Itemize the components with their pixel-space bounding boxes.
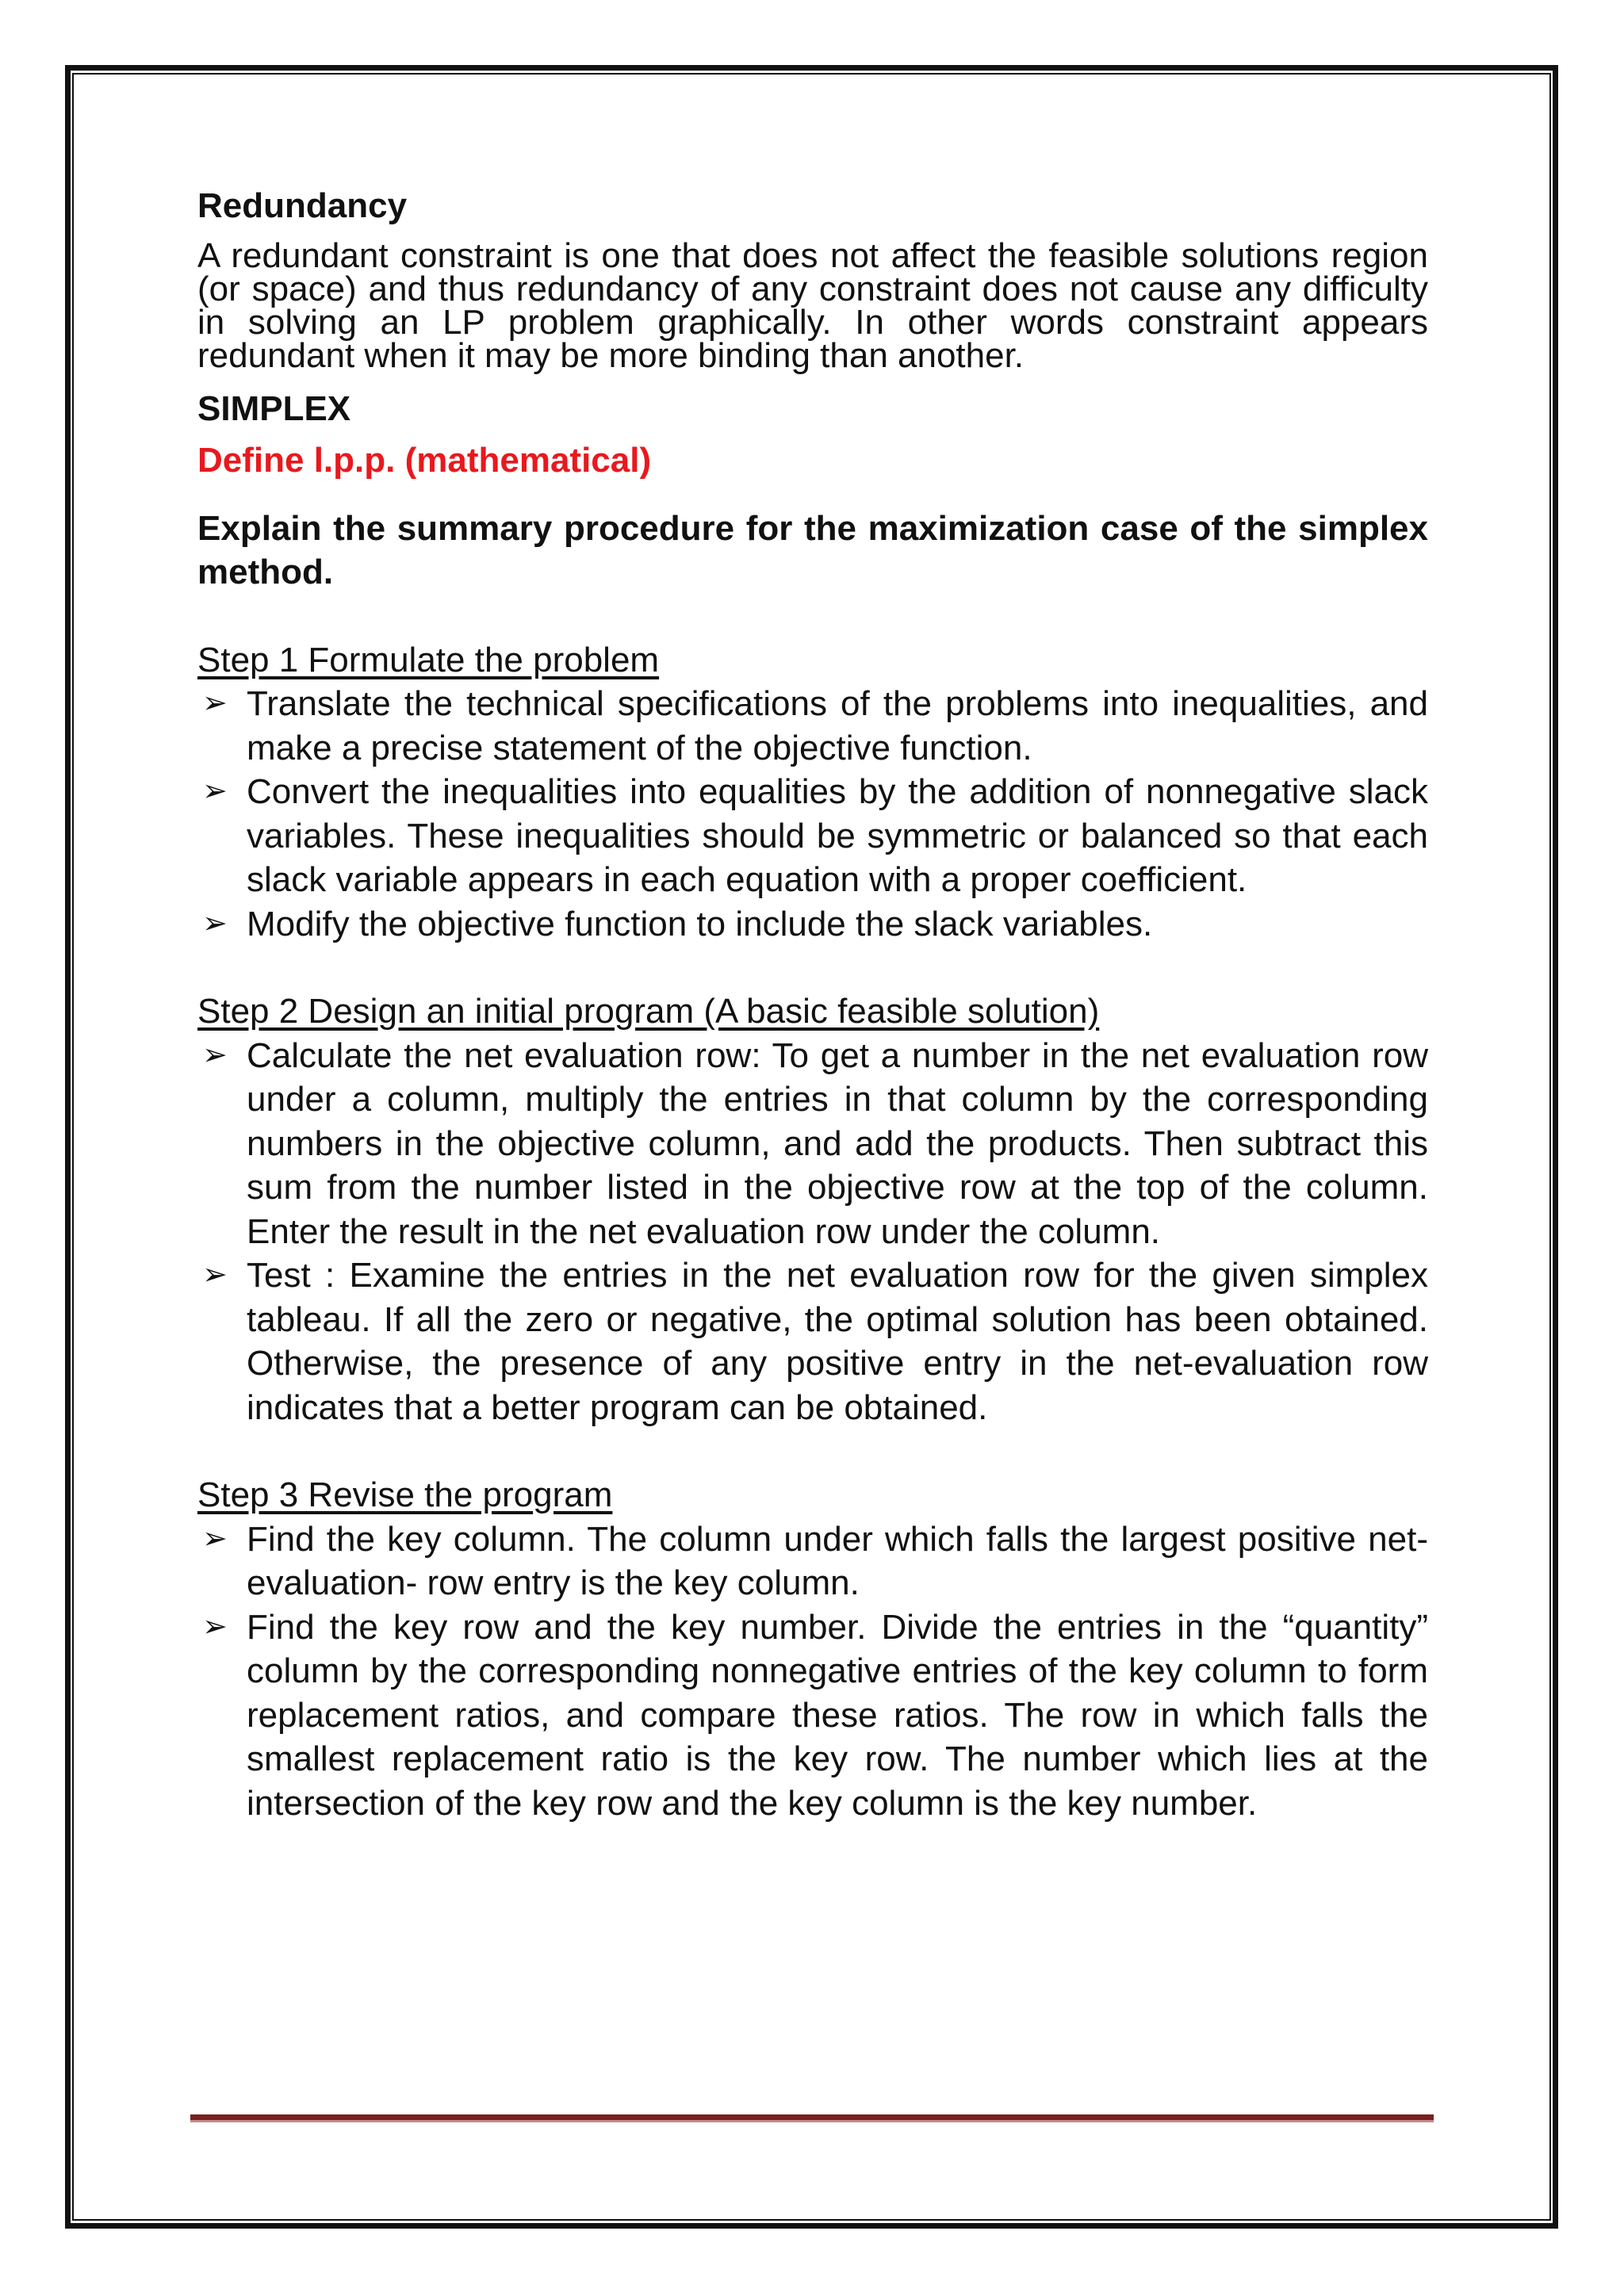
list-item-text: Modify the objective function to include the slack variables.: [247, 904, 1153, 943]
list-item: [197, 682, 1428, 770]
step-3-list: [197, 1517, 1428, 1826]
list-item: [197, 1605, 1428, 1826]
define-lpp-heading: Define l.p.p. (mathematical): [197, 441, 652, 480]
list-item: [197, 902, 1428, 947]
arrowhead-bullet-icon: ➢: [202, 906, 228, 940]
document-body: [197, 184, 1428, 1825]
arrowhead-bullet-icon: ➢: [202, 687, 228, 720]
list-item-text: Find the key row and the key number. Divide the entries in the “quantity” column by the corresponding nonnegative entries of the key column to form replacement ratios, and compare these ratios. The row in which falls the smallest replacement ratio is the key row. The number which lies at the intersection of the key row and the key column is the key number.: [247, 1607, 1428, 1823]
list-item: [197, 1034, 1428, 1254]
footer-rule: [190, 2114, 1434, 2122]
arrowhead-bullet-icon: ➢: [202, 1038, 228, 1072]
list-item: [197, 1517, 1428, 1605]
list-item-text: Convert the inequalities into equalities by the addition of nonnegative slack variables. These inequalities should be symmetric or balanced so that each slack variable appears in each equation with a proper coefficient.: [247, 772, 1428, 899]
step-2-list: [197, 1034, 1428, 1430]
step-1-title: Step 1 Formulate the problem: [197, 640, 660, 679]
arrowhead-bullet-icon: ➢: [202, 1258, 228, 1292]
list-item: [197, 770, 1428, 902]
step-3-title: Step 3 Revise the program: [197, 1475, 613, 1514]
step-1-list: [197, 682, 1428, 946]
step-2-title: Step 2 Design an initial program (A basic feasible solution): [197, 992, 1100, 1031]
list-item-text: Translate the technical specifications of the problems into inequalities, and make a precise statement of the objective function.: [247, 684, 1428, 767]
redundancy-paragraph: A redundant constraint is one that does not affect the feasible solutions region (or space) and thus redundancy of any constraint does not cause any difficulty in solving an LP problem graphically. In other words constraint appears redundant when it may be more binding than another.: [197, 235, 1428, 375]
list-item-text: Find the key column. The column under which falls the largest positive net-evaluation- row entry is the key column.: [247, 1519, 1428, 1602]
list-item-text: Calculate the net evaluation row: To get a number in the net evaluation row under a column, multiply the entries in that column by the corresponding numbers in the objective column, and add the products. Then subtract this sum from the number listed in the objective row at the top of the column. Enter the result in the net evaluation row under the column.: [247, 1035, 1428, 1251]
question-heading: Explain the summary procedure for the maximization case of the simplex method.: [197, 508, 1428, 591]
arrowhead-bullet-icon: ➢: [202, 775, 228, 808]
list-item: [197, 1253, 1428, 1429]
list-item-text: Test : Examine the entries in the net evaluation row for the given simplex tableau. If all the zero or negative, the optimal solution has been obtained. Otherwise, the presence of any positive entry in the net-evaluation row indicates that a better program can be obtained.: [247, 1256, 1428, 1427]
arrowhead-bullet-icon: ➢: [202, 1521, 228, 1556]
arrowhead-bullet-icon: ➢: [202, 1609, 228, 1644]
simplex-heading: SIMPLEX: [197, 388, 351, 428]
redundancy-heading: Redundancy: [197, 186, 408, 225]
